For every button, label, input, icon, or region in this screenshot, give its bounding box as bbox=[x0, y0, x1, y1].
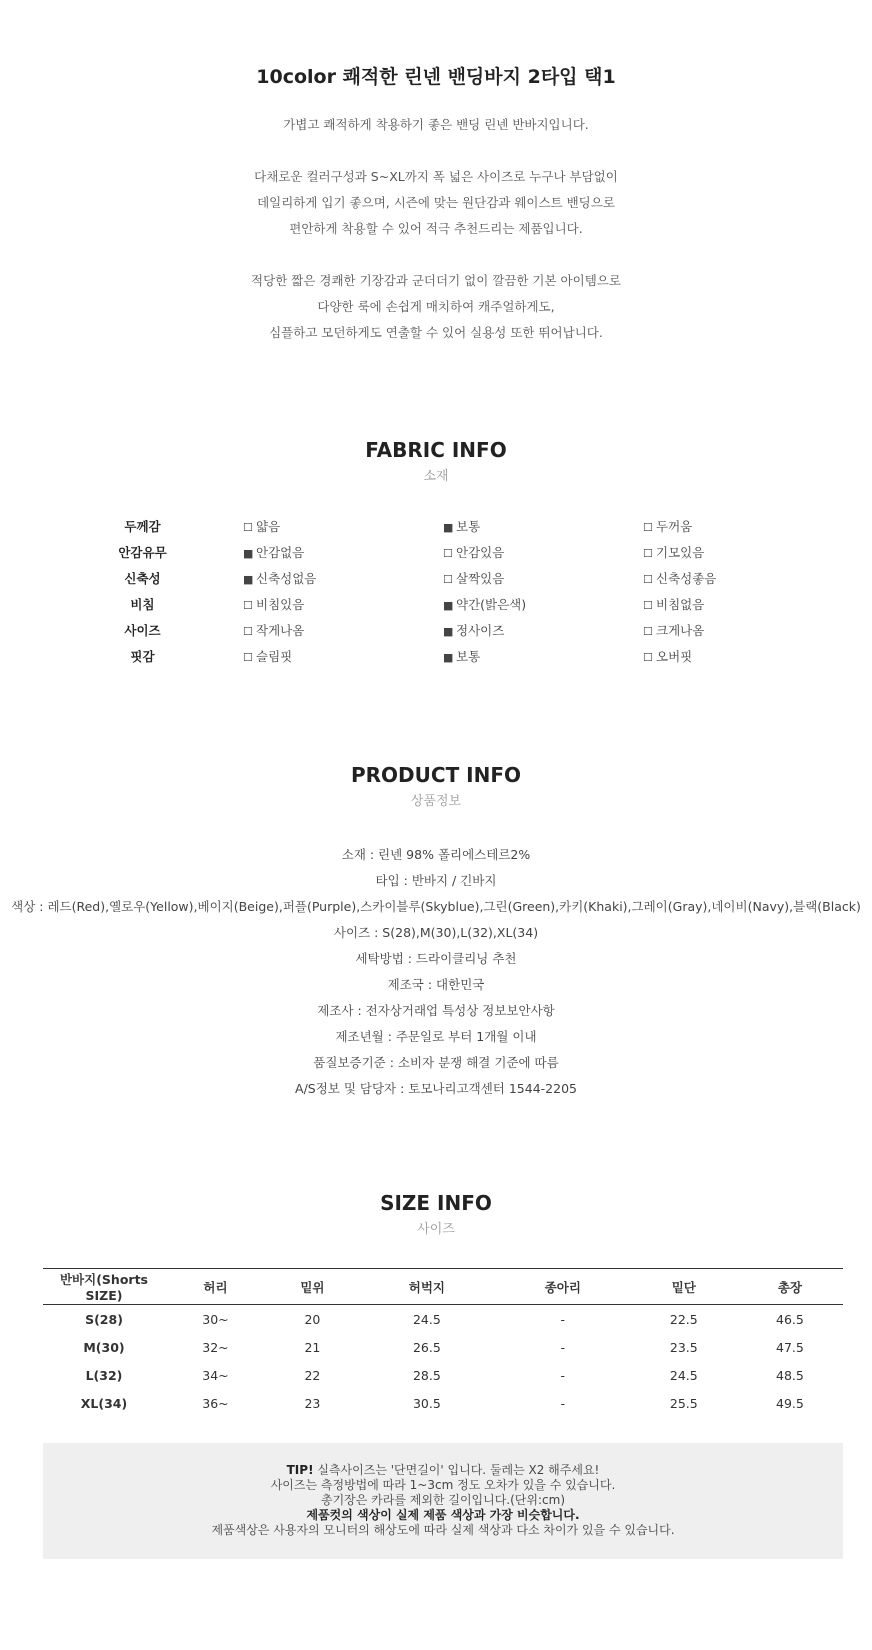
tip-line: 제품색상은 사용자의 모니터의 해상도에 따라 실제 색상과 다소 차이가 있을 수 있습니다. bbox=[211, 1523, 675, 1537]
fabric-row-seethrough bbox=[0, 595, 872, 621]
table-cell: - bbox=[560, 1367, 566, 1383]
intro-line: 편안하게 착용할 수 있어 적극 추천드리는 제품입니다. bbox=[289, 221, 583, 236]
fabric-option-text: 보통 bbox=[456, 519, 481, 534]
table-cell: M(30) bbox=[83, 1339, 125, 1355]
product-info-line: 세탁방법 : 드라이클리닝 추천 bbox=[355, 951, 517, 966]
checkbox-icon: ☐ bbox=[643, 599, 653, 612]
intro-line bbox=[0, 242, 872, 268]
fabric-option-text: 정사이즈 bbox=[456, 623, 505, 638]
size-table-header: 허리 bbox=[165, 1269, 266, 1305]
fabric-option bbox=[643, 621, 704, 639]
intro-line: 적당한 짧은 경쾌한 기장감과 군더더기 없이 깔끔한 기본 아이템으로 bbox=[251, 273, 621, 288]
table-cell: 23 bbox=[304, 1395, 321, 1411]
fabric-option-text: 신축성좋음 bbox=[656, 571, 717, 586]
tip-text: 실측사이즈는 '단면길이' 입니다. 둘레는 X2 해주세요! bbox=[313, 1463, 600, 1477]
tip-box bbox=[43, 1443, 843, 1559]
size-info-heading: SIZE INFO bbox=[380, 1191, 492, 1215]
table-cell: 26.5 bbox=[412, 1339, 441, 1355]
table-cell: 24.5 bbox=[669, 1367, 698, 1383]
fabric-option-text: 약간(밝은색) bbox=[456, 597, 527, 612]
fabric-option bbox=[443, 543, 504, 561]
fabric-option-text: 두꺼움 bbox=[656, 519, 693, 534]
size-info-subheading: 사이즈 bbox=[417, 1222, 455, 1237]
table-cell: 30.5 bbox=[412, 1395, 441, 1411]
table-cell: 22.5 bbox=[669, 1311, 698, 1327]
intro-line: 다양한 룩에 손쉽게 매치하여 캐주얼하게도, bbox=[317, 299, 555, 314]
tip-label: TIP! bbox=[286, 1463, 314, 1477]
checkbox-icon: ☐ bbox=[643, 547, 653, 560]
fabric-option bbox=[643, 569, 716, 587]
table-cell: 36~ bbox=[202, 1395, 229, 1411]
fabric-option bbox=[643, 595, 704, 613]
size-table-header: 허벅지 bbox=[359, 1269, 495, 1305]
table-row bbox=[43, 1305, 843, 1334]
product-info-list bbox=[0, 842, 872, 1102]
fabric-option bbox=[643, 517, 692, 535]
table-cell: 49.5 bbox=[776, 1395, 804, 1411]
fabric-option-text: 비침있음 bbox=[256, 597, 305, 612]
fabric-option bbox=[243, 595, 304, 613]
fabric-option-text: 신축성없음 bbox=[256, 571, 317, 586]
fabric-option bbox=[643, 543, 704, 561]
table-cell: 47.5 bbox=[776, 1339, 804, 1355]
table-cell: 48.5 bbox=[776, 1367, 804, 1383]
intro-line bbox=[0, 138, 872, 164]
table-cell: - bbox=[560, 1395, 566, 1411]
size-table-header: 반바지(Shorts SIZE) bbox=[43, 1269, 165, 1305]
checkbox-icon: ☐ bbox=[243, 625, 253, 638]
fabric-row-label: 비침 bbox=[130, 597, 155, 612]
fabric-option bbox=[243, 517, 280, 535]
table-cell: 20 bbox=[304, 1311, 321, 1327]
intro-line: 다채로운 컬러구성과 S~XL까지 폭 넓은 사이즈로 누구나 부담없이 bbox=[254, 169, 618, 184]
intro-description bbox=[0, 112, 872, 346]
intro-line: 가볍고 쾌적하게 착용하기 좋은 밴딩 린넨 반바지입니다. bbox=[283, 117, 589, 132]
fabric-option-text: 크게나옴 bbox=[656, 623, 705, 638]
fabric-option bbox=[243, 569, 316, 587]
table-cell: - bbox=[560, 1339, 566, 1355]
table-cell: 21 bbox=[304, 1339, 321, 1355]
product-info-line: 사이즈 : S(28),M(30),L(32),XL(34) bbox=[333, 925, 539, 940]
checkbox-icon: ☐ bbox=[243, 599, 253, 612]
fabric-option-text: 안감없음 bbox=[256, 545, 305, 560]
product-info-line: 제조국 : 대한민국 bbox=[387, 977, 485, 992]
fabric-option bbox=[243, 621, 304, 639]
size-table bbox=[43, 1268, 843, 1417]
fabric-row-label: 신축성 bbox=[124, 571, 161, 586]
table-cell: 25.5 bbox=[669, 1395, 698, 1411]
table-cell: 22 bbox=[304, 1367, 321, 1383]
checkbox-icon: ■ bbox=[443, 625, 454, 638]
checkbox-icon: ■ bbox=[443, 599, 454, 612]
fabric-option-text: 살짝있음 bbox=[456, 571, 505, 586]
fabric-row-label: 핏감 bbox=[130, 649, 155, 664]
fabric-option bbox=[443, 647, 480, 665]
tip-line bbox=[43, 1508, 843, 1523]
fabric-option-text: 비침없음 bbox=[656, 597, 705, 612]
fabric-option-text: 보통 bbox=[456, 649, 481, 664]
fabric-row-fit bbox=[0, 647, 872, 673]
table-cell: 24.5 bbox=[412, 1311, 441, 1327]
intro-line: 심플하고 모던하게도 연출할 수 있어 실용성 또한 뛰어납니다. bbox=[269, 325, 603, 340]
checkbox-icon: ■ bbox=[443, 521, 454, 534]
table-row bbox=[43, 1361, 843, 1389]
product-info-line: 품질보증기준 : 소비자 분쟁 해결 기준에 따름 bbox=[313, 1055, 559, 1070]
checkbox-icon: ■ bbox=[243, 573, 254, 586]
fabric-info-heading: FABRIC INFO bbox=[365, 438, 507, 462]
checkbox-icon: ■ bbox=[443, 651, 454, 664]
checkbox-icon: ☐ bbox=[643, 625, 653, 638]
fabric-info-subheading: 소재 bbox=[423, 469, 449, 484]
table-cell: 28.5 bbox=[412, 1367, 441, 1383]
fabric-option-text: 작게나옴 bbox=[256, 623, 305, 638]
size-table-header-row bbox=[43, 1269, 843, 1305]
fabric-option-text: 안감있음 bbox=[456, 545, 505, 560]
table-row bbox=[43, 1389, 843, 1417]
fabric-row-label: 사이즈 bbox=[124, 623, 161, 638]
fabric-option bbox=[243, 543, 304, 561]
size-table-header: 총장 bbox=[737, 1269, 843, 1305]
fabric-row-thickness bbox=[0, 517, 872, 543]
product-info-line: 제조사 : 전자상거래업 특성상 정보보안사항 bbox=[317, 1003, 555, 1018]
tip-line bbox=[43, 1463, 843, 1478]
checkbox-icon: ☐ bbox=[243, 651, 253, 664]
table-cell: 32~ bbox=[202, 1339, 229, 1355]
fabric-option-text: 기모있음 bbox=[656, 545, 705, 560]
fabric-option bbox=[443, 621, 504, 639]
intro-line: 데일리하게 입기 좋으며, 시즌에 맞는 원단감과 웨이스트 밴딩으로 bbox=[257, 195, 615, 210]
fabric-option bbox=[643, 647, 692, 665]
tip-line: 사이즈는 측정방법에 따라 1~3cm 정도 오차가 있을 수 있습니다. bbox=[270, 1478, 616, 1492]
fabric-option-text: 오버핏 bbox=[656, 649, 693, 664]
product-info-subheading: 상품정보 bbox=[410, 794, 462, 809]
tip-line: 총기장은 카라를 제외한 길이입니다.(단위:cm) bbox=[320, 1493, 566, 1507]
product-info-line: 제조년월 : 주문일로 부터 1개월 이내 bbox=[335, 1029, 537, 1044]
fabric-row-label: 두께감 bbox=[124, 519, 161, 534]
table-cell: L(32) bbox=[85, 1367, 123, 1383]
fabric-option-text: 얇음 bbox=[256, 519, 281, 534]
table-cell: S(28) bbox=[85, 1311, 123, 1327]
table-cell: XL(34) bbox=[80, 1395, 128, 1411]
table-cell: - bbox=[560, 1311, 566, 1327]
checkbox-icon: ☐ bbox=[243, 521, 253, 534]
product-title: 10color 쾌적한 린넨 밴딩바지 2타입 택1 bbox=[256, 66, 616, 88]
fabric-row-size bbox=[0, 621, 872, 647]
product-info-header bbox=[0, 762, 872, 809]
size-table-header: 종아리 bbox=[495, 1269, 631, 1305]
checkbox-icon: ☐ bbox=[643, 651, 653, 664]
product-info-line: 소재 : 린넨 98% 폴리에스테르2% bbox=[341, 847, 531, 862]
size-table-header: 밑위 bbox=[266, 1269, 359, 1305]
product-info-line: 타입 : 반바지 / 긴바지 bbox=[375, 873, 497, 888]
fabric-option bbox=[443, 569, 504, 587]
fabric-info-header bbox=[0, 437, 872, 484]
table-cell: 34~ bbox=[202, 1367, 229, 1383]
checkbox-icon: ☐ bbox=[443, 547, 453, 560]
product-info-line: A/S정보 및 담당자 : 토모나리고객센터 1544-2205 bbox=[295, 1081, 577, 1096]
product-info-line: 색상 : 레드(Red),옐로우(Yellow),베이지(Beige),퍼플(Purple),스카이블루(Skyblue),그린(Green),카키(Khaki),그레이(Gray),네이비(Navy),블랙(Black) bbox=[11, 899, 861, 914]
checkbox-icon: ☐ bbox=[643, 521, 653, 534]
checkbox-icon: ■ bbox=[243, 547, 254, 560]
tip-emphasis: 제품컷의 색상이 실제 제품 색상과 가장 비슷합니다. bbox=[306, 1508, 580, 1522]
fabric-option bbox=[443, 595, 526, 613]
fabric-option bbox=[443, 517, 480, 535]
fabric-row-stretch bbox=[0, 569, 872, 595]
checkbox-icon: ☐ bbox=[443, 573, 453, 586]
table-cell: 30~ bbox=[202, 1311, 229, 1327]
fabric-row-label: 안감유무 bbox=[118, 545, 167, 560]
product-info-heading: PRODUCT INFO bbox=[350, 763, 522, 787]
fabric-option-text: 슬림핏 bbox=[256, 649, 293, 664]
size-info-header bbox=[0, 1190, 872, 1237]
table-row bbox=[43, 1333, 843, 1361]
table-cell: 46.5 bbox=[776, 1311, 804, 1327]
fabric-option bbox=[243, 647, 292, 665]
size-table-header: 밑단 bbox=[631, 1269, 737, 1305]
checkbox-icon: ☐ bbox=[643, 573, 653, 586]
table-cell: 23.5 bbox=[669, 1339, 698, 1355]
fabric-row-lining bbox=[0, 543, 872, 569]
